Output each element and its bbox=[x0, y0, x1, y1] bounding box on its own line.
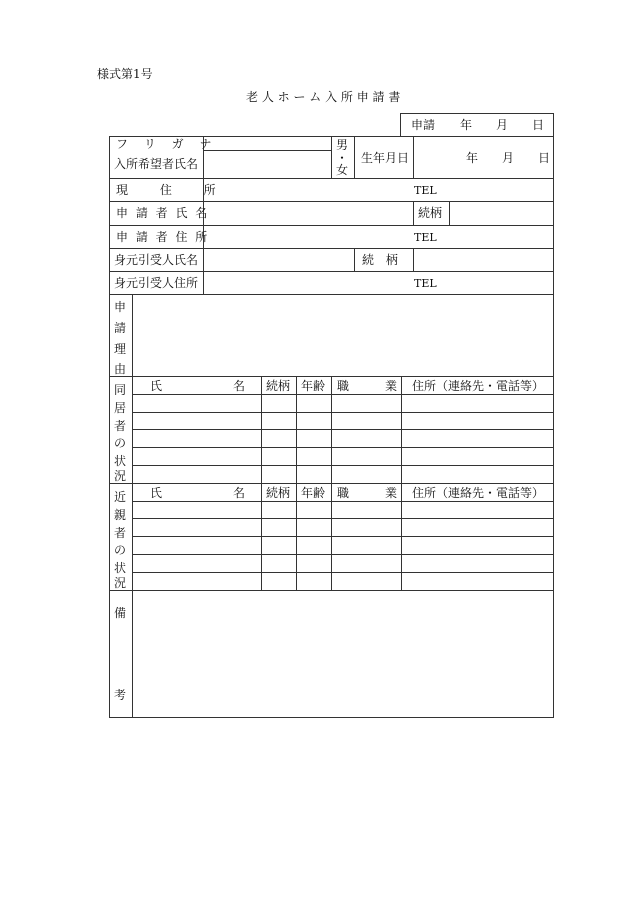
cohabitant-header-name-left: 氏 bbox=[150, 379, 163, 393]
applicant-label: 申 請 者 氏 名 bbox=[116, 206, 210, 220]
relatives-char-1: 近 bbox=[113, 490, 126, 504]
relatives-header-name-right: 名 bbox=[233, 486, 246, 500]
guarantor-address-tel: TEL bbox=[414, 277, 437, 290]
cohabitant-header-job-right: 業 bbox=[385, 379, 398, 393]
applicant-name-label: 入所希望者氏名 bbox=[114, 157, 199, 171]
relatives-char-5: 状 bbox=[113, 561, 126, 575]
relatives-header-age: 年齢 bbox=[301, 486, 326, 500]
application-day-unit: 日 bbox=[532, 118, 545, 132]
reason-field[interactable] bbox=[133, 295, 553, 376]
remarks-char-bottom: 考 bbox=[113, 688, 126, 702]
application-year-unit: 年 bbox=[460, 118, 473, 132]
cohabitant-char-3: 者 bbox=[113, 419, 126, 433]
cohabitant-char-4: の bbox=[113, 436, 126, 450]
sex-dot: ・ bbox=[336, 151, 349, 165]
relatives-char-4: の bbox=[113, 543, 126, 557]
current-address-tel: TEL bbox=[414, 184, 437, 197]
cohabitant-header-relation: 続柄 bbox=[266, 379, 291, 393]
cohabitant-header-name-right: 名 bbox=[233, 379, 246, 393]
reason-char-2: 請 bbox=[113, 321, 126, 335]
birthdate-month-unit: 月 bbox=[502, 151, 515, 165]
relatives-header-job-right: 業 bbox=[385, 486, 398, 500]
applicant-address-tel: TEL bbox=[414, 231, 437, 244]
relatives-char-6: 況 bbox=[113, 576, 126, 590]
page-title: 老 人 ホ ー ム 入 所 申 請 書 bbox=[246, 90, 401, 104]
cohabitant-char-5: 状 bbox=[113, 454, 126, 468]
birthdate-year-unit: 年 bbox=[466, 151, 479, 165]
guarantor-name-label: 身元引受人氏名 bbox=[114, 253, 199, 267]
cohabitant-char-6: 況 bbox=[113, 469, 126, 483]
relatives-header-job-left: 職 bbox=[337, 486, 350, 500]
relatives-header-name-left: 氏 bbox=[150, 486, 163, 500]
cohabitant-header-age: 年齢 bbox=[301, 379, 326, 393]
reason-char-1: 申 bbox=[113, 300, 126, 314]
sex-female: 女 bbox=[336, 163, 349, 177]
furigana-label: フ リ ガ ナ bbox=[116, 137, 218, 151]
current-address-label: 現 住 所 bbox=[116, 183, 230, 197]
cohabitant-header-address: 住所（連絡先・電話等） bbox=[412, 379, 545, 393]
applicant-address-label: 申 請 者 住 所 bbox=[116, 230, 210, 244]
cohabitant-header-job-left: 職 bbox=[337, 379, 350, 393]
furigana-field[interactable] bbox=[204, 137, 331, 150]
application-date-label: 申請 bbox=[411, 118, 436, 132]
birthdate-label: 生年月日 bbox=[361, 151, 410, 165]
birthdate-day-unit: 日 bbox=[538, 151, 551, 165]
application-month-unit: 月 bbox=[496, 118, 509, 132]
relatives-char-3: 者 bbox=[113, 526, 126, 540]
guarantor-relation-label: 続 柄 bbox=[362, 253, 402, 267]
applicant-relation-label: 続柄 bbox=[418, 206, 443, 220]
relatives-header-address: 住所（連絡先・電話等） bbox=[412, 486, 545, 500]
sex-male: 男 bbox=[336, 138, 349, 152]
remarks-char-top: 備 bbox=[113, 606, 126, 620]
remarks-field[interactable] bbox=[133, 591, 553, 717]
cohabitant-char-1: 同 bbox=[113, 383, 126, 397]
relatives-header-relation: 続柄 bbox=[266, 486, 291, 500]
reason-char-3: 理 bbox=[113, 342, 126, 356]
reason-char-4: 由 bbox=[113, 362, 126, 376]
guarantor-address-label: 身元引受人住所 bbox=[114, 276, 199, 290]
applicant-name-field[interactable] bbox=[204, 151, 331, 178]
form-number: 様式第1号 bbox=[97, 67, 153, 81]
cohabitant-char-2: 居 bbox=[113, 401, 126, 415]
relatives-char-2: 親 bbox=[113, 508, 126, 522]
